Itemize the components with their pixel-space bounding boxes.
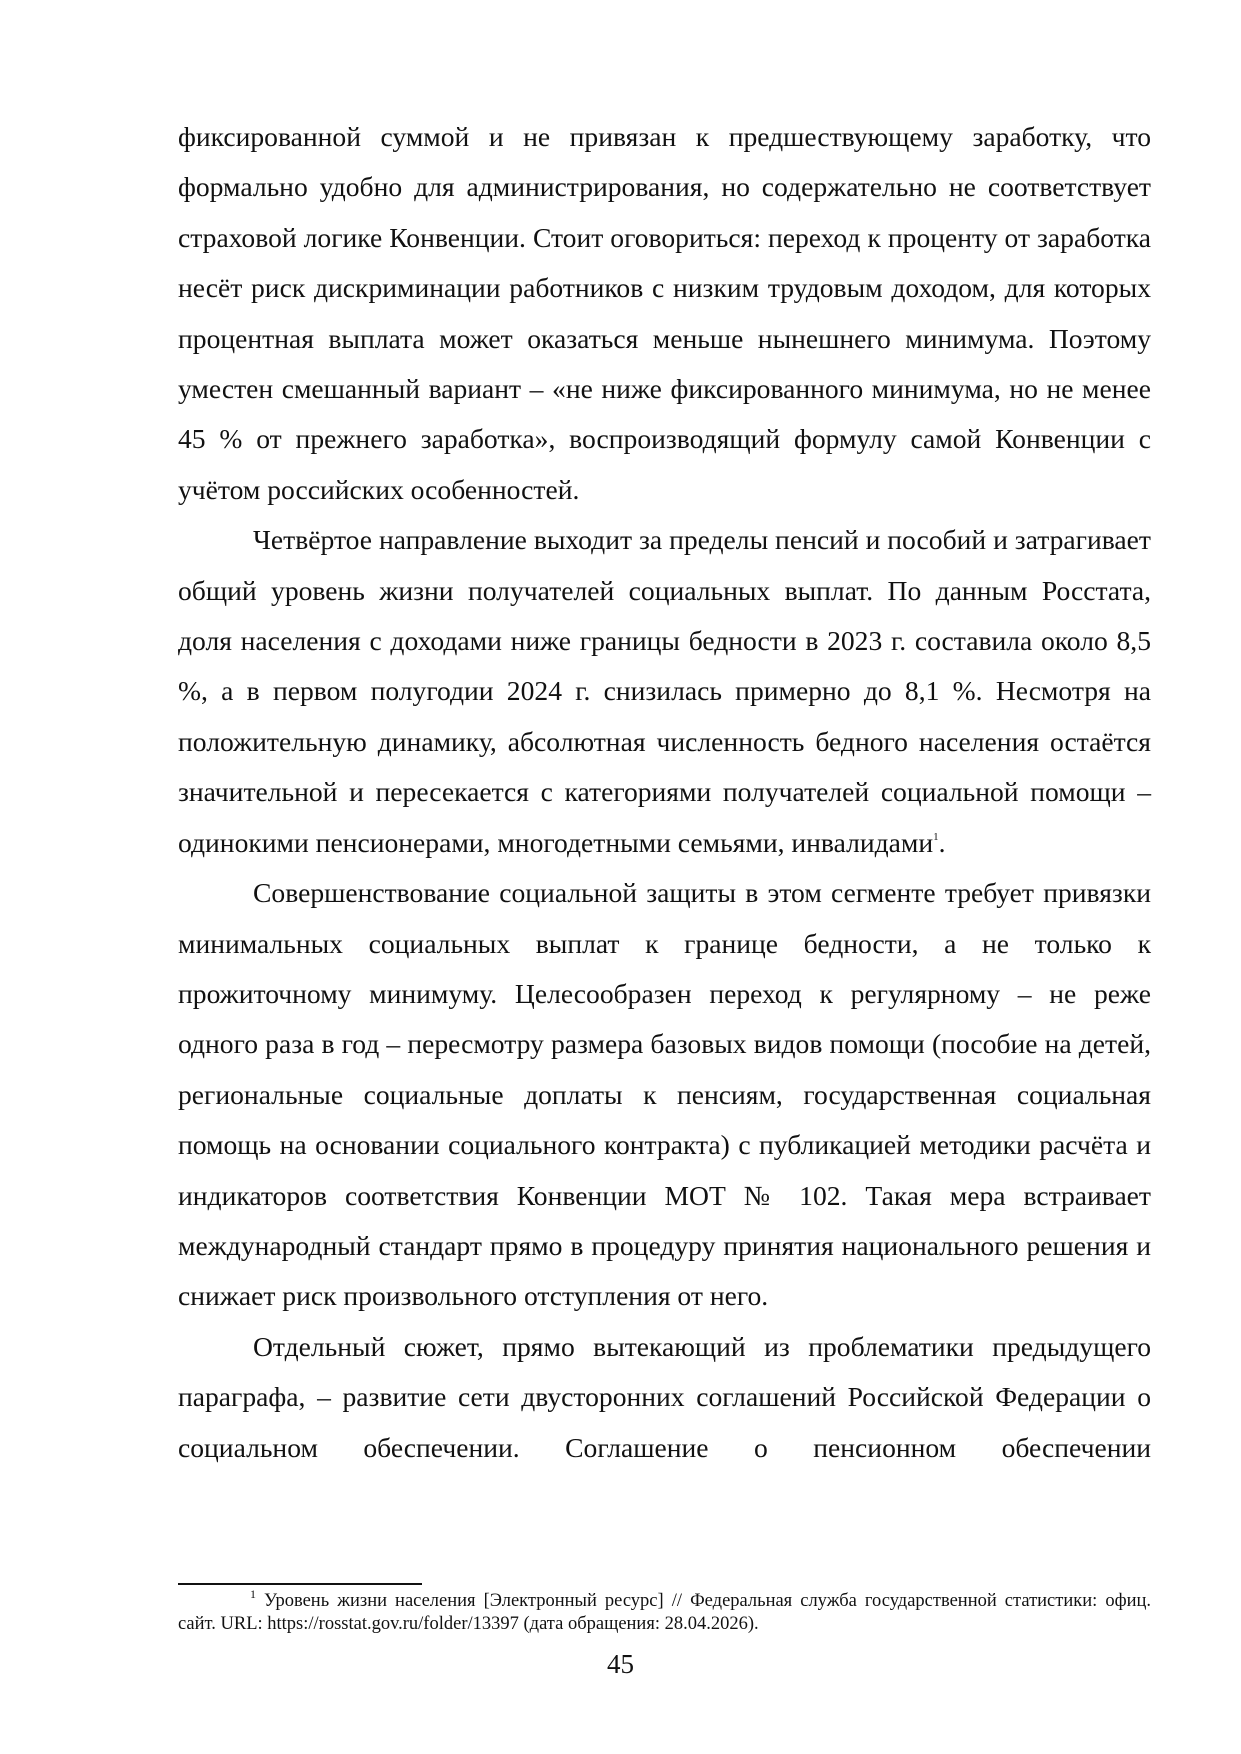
paragraph-fourth-direction	[178, 515, 1151, 868]
paragraph-continuation: фиксированной суммой и не привязан к предшествующему заработку, что формально удобно для администрирования, но содержательно не соответствует страховой логике Конвенции. Стоит оговориться: переход к проценту от заработка несёт риск дискриминации работников с низким трудовым доходом, для которых процентная выплата может оказаться меньше нынешнего минимума. Поэтому уместен смешанный вариант – «не ниже фиксированного минимума, но не менее 45 % от прежнего заработка», воспроизводящий формулу самой Конвенции с учётом российских особенностей.	[178, 121, 1151, 505]
footnote	[178, 1586, 1151, 1636]
paragraph-text: Четвёртое направление выходит за пределы пенсий и пособий и затрагивает общий уровень жизни получателей социальных выплат. По данным Росстата, доля населения с доходами ниже границы бедности в 2023 г. составила около 8,5 %, а в первом полугодии 2024 г. снизилась примерно до 8,1 %. Несмотря на положительную динамику, абсолютная численность бедного населения остаётся значительной и пересекается с категориями получателей социальной помощи – одинокими пенсионерами, многодетными семьями, инвалидами	[178, 524, 1151, 858]
footnote-number: 1	[250, 1586, 256, 1601]
footnote-separator	[178, 1583, 422, 1585]
paragraph-bilateral-agreements: Отдельный сюжет, прямо вытекающий из проблематики предыдущего параграфа, – развитие сети двусторонних соглашений Российской Федерации о социальном обеспечении. Соглашение о пенсионном обеспечении	[178, 1330, 1151, 1463]
body-text	[178, 112, 1151, 1473]
paragraph-improvement: Совершенствование социальной защиты в этом сегменте требует привязки минимальных социальных выплат к границе бедности, а не только к прожиточному минимуму. Целесообразен переход к регулярному – не реже одного раза в год – пересмотру размера базовых видов помощи (пособие на детей, региональные социальные доплаты к пенсиям, государственная социальная помощь на основании социального контракта) с публикацией методики расчёта и индикаторов соответствия Конвенции МОТ № 102. Такая мера встраивает международный стандарт прямо в процедуру принятия национального решения и снижает риск произвольного отступления от него.	[178, 877, 1151, 1312]
footnote-text: Уровень жизни населения [Электронный ресурс] // Федеральная служба государственной статистики: офиц. сайт. URL: https://rosstat.gov.ru/folder/13397 (дата обращения: 28.04.2026).	[178, 1591, 1151, 1634]
footnote-reference[interactable]: 1	[933, 830, 939, 843]
paragraph-tail: .	[938, 826, 946, 858]
page-number: 45	[607, 1649, 634, 1679]
